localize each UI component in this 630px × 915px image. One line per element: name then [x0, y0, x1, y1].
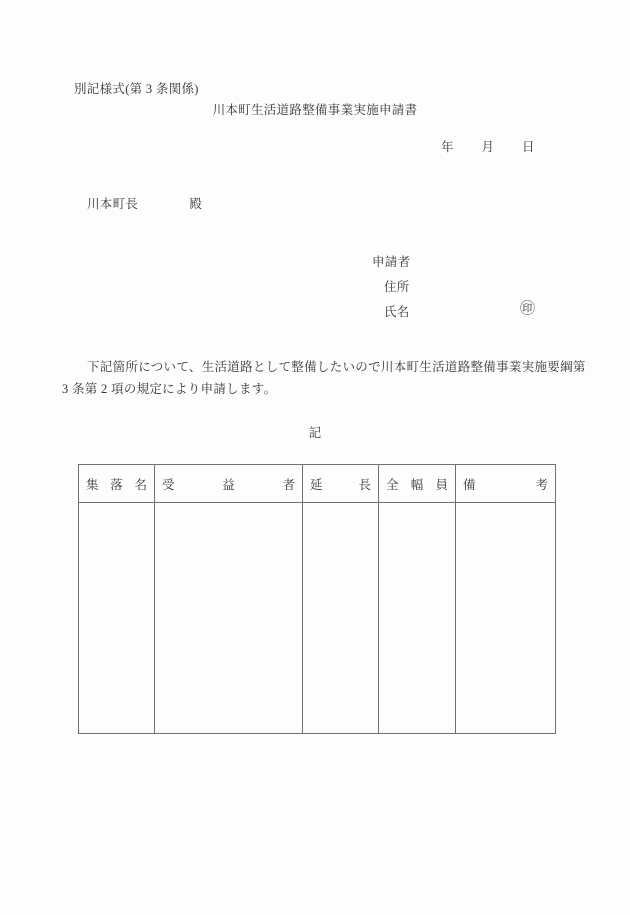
table-cell-remarks — [456, 503, 556, 734]
body-paragraph-line-2: 3 条第 2 項の規定により申請します。 — [62, 382, 277, 396]
table-header-length: 延 長 — [303, 465, 379, 503]
date-line: 年 月 日 — [441, 140, 536, 154]
form-designation: 別記様式(第 3 条関係) — [74, 82, 199, 96]
table-header-beneficiary: 受 益 者 — [155, 465, 303, 503]
body-paragraph-line-1: 下記箇所について、生活道路として整備したいので川本町生活道路整備事業実施要綱第 — [87, 360, 586, 374]
seal-icon: ㊞ — [520, 301, 536, 317]
note-heading: 記 — [308, 426, 322, 440]
applicant-name-label: 氏名 — [384, 305, 410, 319]
table-cell-settlement-name — [79, 503, 155, 734]
table-cell-length — [303, 503, 379, 734]
document-title: 川本町生活道路整備事業実施申請書 — [212, 103, 418, 117]
addressee-line: 川本町長 殿 — [87, 197, 203, 211]
applicant-address-label: 住所 — [384, 280, 410, 294]
table-row — [79, 503, 556, 734]
application-table — [78, 464, 556, 734]
table-cell-beneficiary — [155, 503, 303, 734]
table-header-remarks: 備 考 — [456, 465, 556, 503]
table-header-total-width: 全 幅 員 — [379, 465, 456, 503]
table-header-settlement-name: 集 落 名 — [79, 465, 155, 503]
table-header-row — [79, 465, 556, 503]
table-cell-total-width — [379, 503, 456, 734]
applicant-label: 申請者 — [372, 255, 411, 269]
